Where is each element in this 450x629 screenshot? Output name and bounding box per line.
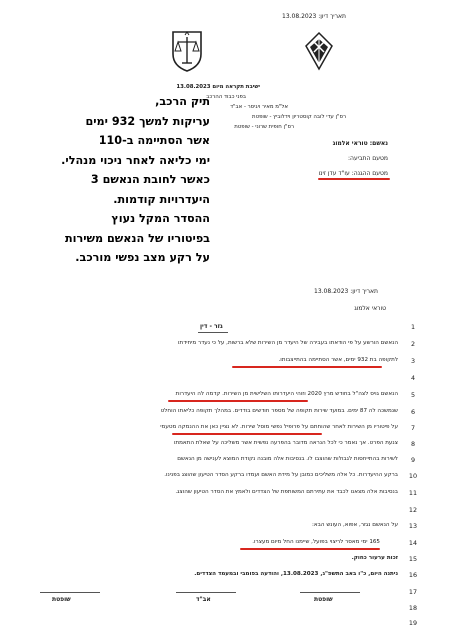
section-title-underline: [198, 332, 228, 333]
line-number: 8: [410, 440, 416, 448]
line-number: 12: [408, 506, 418, 514]
paragraph-line: הנאשם הורשע על פי הודאתו בעבירה של היעדר מן השירות שלא ברשות, על כי נעדר מיחידתו: [178, 340, 398, 346]
line-number: 3: [410, 357, 416, 365]
signature-judge-left: שופטת: [52, 596, 71, 603]
paragraph-line: לתקופה בת 932 ימים, אשר הסתיימה בהתייצבותו.: [278, 357, 398, 363]
line-number: 5: [410, 391, 416, 399]
overlay-line: אשר הסתיימה ב-110: [98, 134, 210, 147]
paragraph-line: לשירות בהתייחסות לגבולות שהוצבו לו. בנסיבות אלה מובנה נקודת המוצא לענישה מן הנאשם: [177, 456, 398, 462]
defendant-label: נאשם: טוראי אלמוג: [332, 140, 388, 147]
paragraph-line: צנעת הפרט. אך נאמר כי לכל הנראה מדובר בהפרעה נפשית אשר משליכה על שאלת התאמתו: [173, 440, 398, 446]
overlay-line: תיק הרכב,: [155, 95, 210, 108]
line-number: 7: [410, 424, 416, 432]
highlight-165-days: [240, 548, 380, 550]
paragraph-line: הנאשם גויס לצה"ל בחודש מרץ 2020 וזוהי היעדרותו השלישית מן השירות. קדמה לה היעדרות: [175, 391, 398, 397]
prosecution-label: מטעם התביעה:: [348, 155, 388, 162]
line-number: 18: [408, 604, 418, 612]
line-number: 11: [408, 489, 418, 497]
overlay-line: ימי כליאה לאחר ניכוי מנהלי.: [61, 153, 210, 167]
paragraph-line: על הנאשם נגזר, אפוא, העונש הבא:: [312, 522, 398, 528]
line-number: 17: [408, 588, 418, 596]
highlight-third-absence: [168, 400, 308, 402]
judge-2: רס"ן עדי לובה קוסטריון וידלוביץ - שופטת: [252, 114, 346, 120]
judge-president: אל"מ מאיר ויגיסר - אב"ד: [230, 104, 288, 110]
line-number: 6: [410, 408, 416, 416]
paragraph-line: על פיטוריו מן השירות לאחר שהוחתם על פרופיל נפשי מוסל שירות. לא נציין כאן את ההנמקה מטעמי: [160, 424, 398, 430]
verdict-given: ניתנה היום, כ"ו באב התשפ"ג, 13.08.2023, והודעה בפומבי ובמעמד הצדדים.: [194, 571, 398, 577]
overlay-line: על רקע מצב נפשי מורכב.: [75, 251, 210, 264]
paragraph-line: ברקע ההיעדרות. כל אלה משליכים כמובן על מידת האשם ועמדו ברקע הסדר הטיעון שהוצג בפנינו.: [164, 472, 398, 478]
line-number: 2: [410, 340, 416, 348]
highlight-932-days: [232, 366, 382, 368]
signature-judge-right: שופטת: [314, 596, 333, 603]
signature-line: [176, 592, 236, 593]
line-number: 9: [410, 456, 416, 464]
highlight-mental-profile: [172, 433, 322, 435]
appeal-right: זכות ערעור כחוק.: [351, 555, 398, 561]
line-number: 19: [408, 619, 418, 627]
overlay-line: ההסדר המקל נעוץ: [111, 212, 210, 225]
hearing-date-2: תאריך דיון: 13.08.2023: [314, 288, 378, 295]
defense-underline: [318, 178, 390, 180]
overlay-line: עריקות למשך 932 ימים: [85, 114, 210, 128]
signature-line: [40, 592, 100, 593]
line-number: 1: [410, 323, 416, 331]
paragraph-line: בנסיבות אלה מצאנו לכבד את עתירתם המשותפת של הצדדים ולאמץ את הסדר הטיעון שהוצג.: [175, 489, 398, 495]
line-number: 14: [408, 539, 418, 547]
section-title: גזר - דין: [200, 323, 223, 330]
sentence-line: 165 ימי מאסר לריצוי בפועל, שיימנו החל מיום מעצרו.: [252, 539, 380, 545]
session-title: ישיבת תקראה מיום 13.08.2023: [176, 84, 260, 90]
paragraph-line: שנמשכה לה 87 ימים. במועד שירות תקופה של מספר חודשים בודדים. במהלך תקופה כליאתו הוחלט: [160, 408, 398, 414]
overlay-commentary: [60, 92, 210, 268]
overlay-line: בפיטוריו של הנאשם משירות: [65, 231, 210, 245]
line-number: 15: [408, 555, 418, 563]
signature-line: [300, 592, 360, 593]
hearing-date: תאריך דיון: 13.08.2023: [282, 13, 346, 20]
line-number: 10: [408, 472, 418, 480]
defense-label: מטעם ההגנה: עו"ד עדן זינו: [318, 170, 388, 177]
judge-3: רס"ן חופית שרוני - שופטת: [234, 124, 294, 130]
line-number: 4: [410, 374, 416, 382]
panel-intro: בפני כבוד ההרכב: [206, 94, 246, 100]
signature-president: אב"ד: [196, 596, 211, 603]
idf-emblem: [302, 30, 336, 72]
defendant-name-2: טוראי אלמוג: [354, 305, 386, 312]
line-number: 13: [408, 522, 418, 530]
military-court-emblem: [170, 30, 204, 72]
line-number: 16: [408, 571, 418, 579]
overlay-line: היעדרויות קודמות.: [113, 192, 210, 206]
overlay-line: כאשר לחובת הנאשם 3: [90, 173, 210, 186]
